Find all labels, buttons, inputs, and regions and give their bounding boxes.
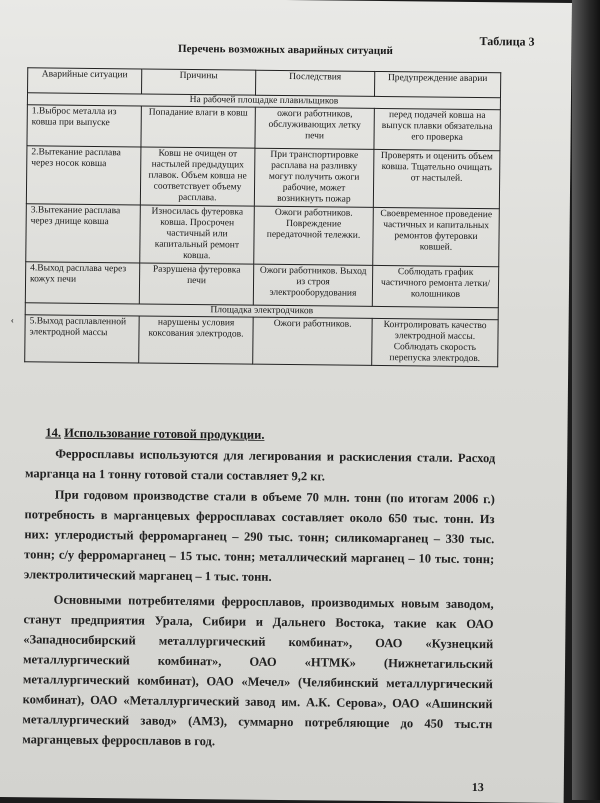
page-edge-shadow (572, 0, 600, 800)
table-cell: Проверять и оценить объем ковша. Тщательно очищать от настылей. (373, 149, 500, 208)
margin-mark: ‹ (10, 315, 15, 327)
table-cell: Ожоги работников. (253, 317, 372, 365)
table-row (26, 146, 500, 209)
section-heading (45, 426, 264, 443)
table-row (25, 262, 498, 308)
table-cell: 5.Выход расплавленной электродной массы (25, 315, 139, 363)
table-cell: Износилась футеровка ковша. Просрочен частичный или капитальный ремонт ковша. (140, 205, 255, 264)
table-cell: При транспортировке расплава на разливку могут получить ожоги рабочие, может возникнуть пожар (254, 148, 374, 207)
table-section-label: На рабочей площадке плавильщиков (27, 93, 500, 110)
paragraph: Основными потребителями ферросплавов, производимых новым заводом, станут предприятия Урала, Сибири и Дальнего Востока, такие как ОАО «Западносибирский металлургический комбинат», ОАО «Кузнецкий металлургический комбинат», ОАО «НТМК» (Нижнетагильский металлургический комбинат), ОАО «Мечел» (Челябинский металлургический комбинат), ОАО «Металлургический завод им. А.К. Серова», ОАО «Ашинский металлургический завод» (АМЗ), суммарно потребляющие до 450 тыс.тн марганцевых ферросплавов в год. (22, 592, 494, 749)
table-label: Таблица 3 (479, 34, 535, 49)
page-number: 13 (471, 779, 484, 795)
table-row (27, 105, 500, 151)
paragraph: Ферросплавы используются для легирования и раскисления стали. Расход марганца на 1 тонну готовой стали составляет 9,2 кг. (24, 446, 496, 484)
table-cell: Своевременное проведение частичных и капитальных ремонтов футеровки ковшей. (373, 207, 500, 266)
table-cell: 2.Вытекание расплава через носок ковша (26, 146, 141, 205)
table-cell: 3.Вытекание расплава через днище ковша (26, 204, 141, 263)
table-cell: ожоги работников, обслуживающих летку печи (255, 107, 374, 149)
table-header: Последствия (256, 70, 375, 96)
table-cell: Попадание влаги в ковш (141, 106, 255, 148)
section-heading-text: Использование готовой продукции. (64, 425, 265, 442)
table-cell: перед подачей ковша на выпуск плавки обязательна его проверка (374, 108, 500, 150)
section-heading-number: 14. (45, 425, 62, 440)
emergency-table (24, 67, 501, 367)
table-title: Перечень возможных аварийных ситуаций (178, 42, 393, 58)
table-header: Причины (142, 69, 256, 95)
table-row (25, 315, 498, 367)
table-section-label: Площадка электродчиков (25, 303, 498, 320)
table-cell: нарушены условия коксования электродов. (139, 316, 253, 364)
table-cell: Разрушена футеровка печи (139, 263, 253, 305)
table-cell: Ковш не очищен от настылей предыдущих плавок. Объем ковша не соответствует объему расплава. (140, 147, 255, 206)
paragraph: При годовом производстве стали в объеме 70 млн. тонн (по итогам 2006 г.) потребность в марганцевых ферросплавах составляет около 650 тыс. тонн. Из них: углеродистый ферромарганец – 290 тыс. тонн; силикомарганец – 330 тыс. тонн; с/у ферромарганец – 15 тыс. тонн; металлический марганец – 10 тыс. тонн; электролитический марганец – 1 тыс. тонн. (23, 487, 495, 584)
table-cell: Ожоги работников. Выход из строя электрооборудования (253, 264, 372, 306)
table-cell: Ожоги работников. Повреждение передаточной тележки. (254, 206, 374, 265)
table-header: Аварийные ситуации (28, 68, 142, 94)
table-cell: 4.Выход расплава через кожух печи (25, 262, 139, 304)
table-row (26, 204, 500, 267)
table-cell: Контролировать качество электродной массы. Соблюдать скорость перепуска электродов. (372, 318, 498, 366)
table-cell: Соблюдать график частичного ремонта летки/колошников (372, 265, 498, 307)
table-header: Предупреждение аварии (374, 71, 500, 97)
table-cell: 1.Выброс металла из ковша при выпуске (27, 105, 141, 147)
